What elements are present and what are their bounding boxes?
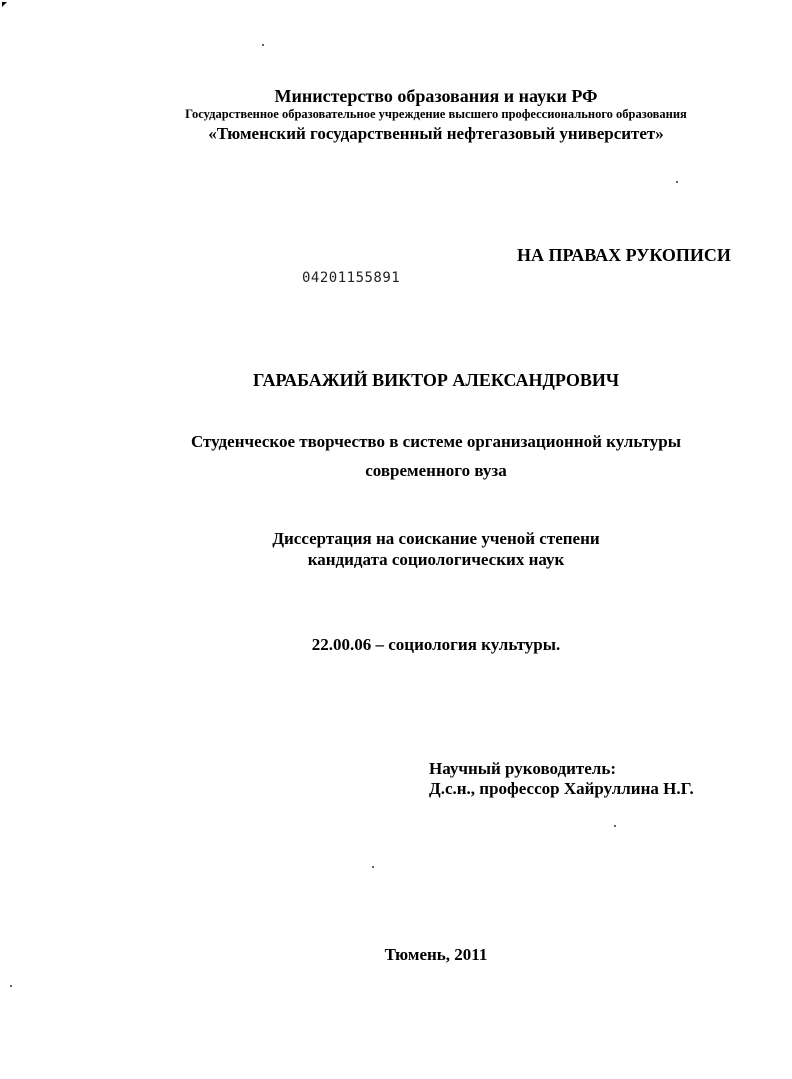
city-and-year: Тюмень, 2011	[384, 945, 488, 964]
supervisor-label: Научный руководитель:	[429, 759, 616, 778]
scan-speck	[676, 181, 678, 183]
state-institution-line: Государственное образовательное учреждение высшего профессионального образования	[185, 107, 687, 121]
dissertation-topic-line-1: Студенческое творчество в системе организационной культуры	[190, 432, 682, 451]
degree-line-2: кандидата социологических наук	[307, 550, 565, 569]
author-name: ГАРАБАЖИЙ ВИКТОР АЛЕКСАНДРОВИЧ	[252, 370, 620, 390]
scan-speck	[372, 866, 374, 868]
scan-speck	[10, 985, 12, 987]
university-name: «Тюменский государственный нефтегазовый университет»	[208, 124, 664, 143]
library-stamp-number: 04201155891	[302, 270, 401, 286]
degree-line-1: Диссертация на соискание ученой степени	[272, 529, 600, 548]
scan-corner-mark	[2, 2, 7, 7]
scan-speck	[614, 825, 616, 827]
scan-speck	[262, 44, 264, 46]
manuscript-rights-note: НА ПРАВАХ РУКОПИСИ	[517, 245, 731, 265]
specialty-code: 22.00.06 – социология культуры.	[311, 635, 561, 654]
supervisor-name: Д.с.н., профессор Хайруллина Н.Г.	[429, 779, 694, 798]
dissertation-topic-line-2: современного вуза	[365, 461, 507, 480]
ministry-title: Министерство образования и науки РФ	[274, 86, 598, 106]
